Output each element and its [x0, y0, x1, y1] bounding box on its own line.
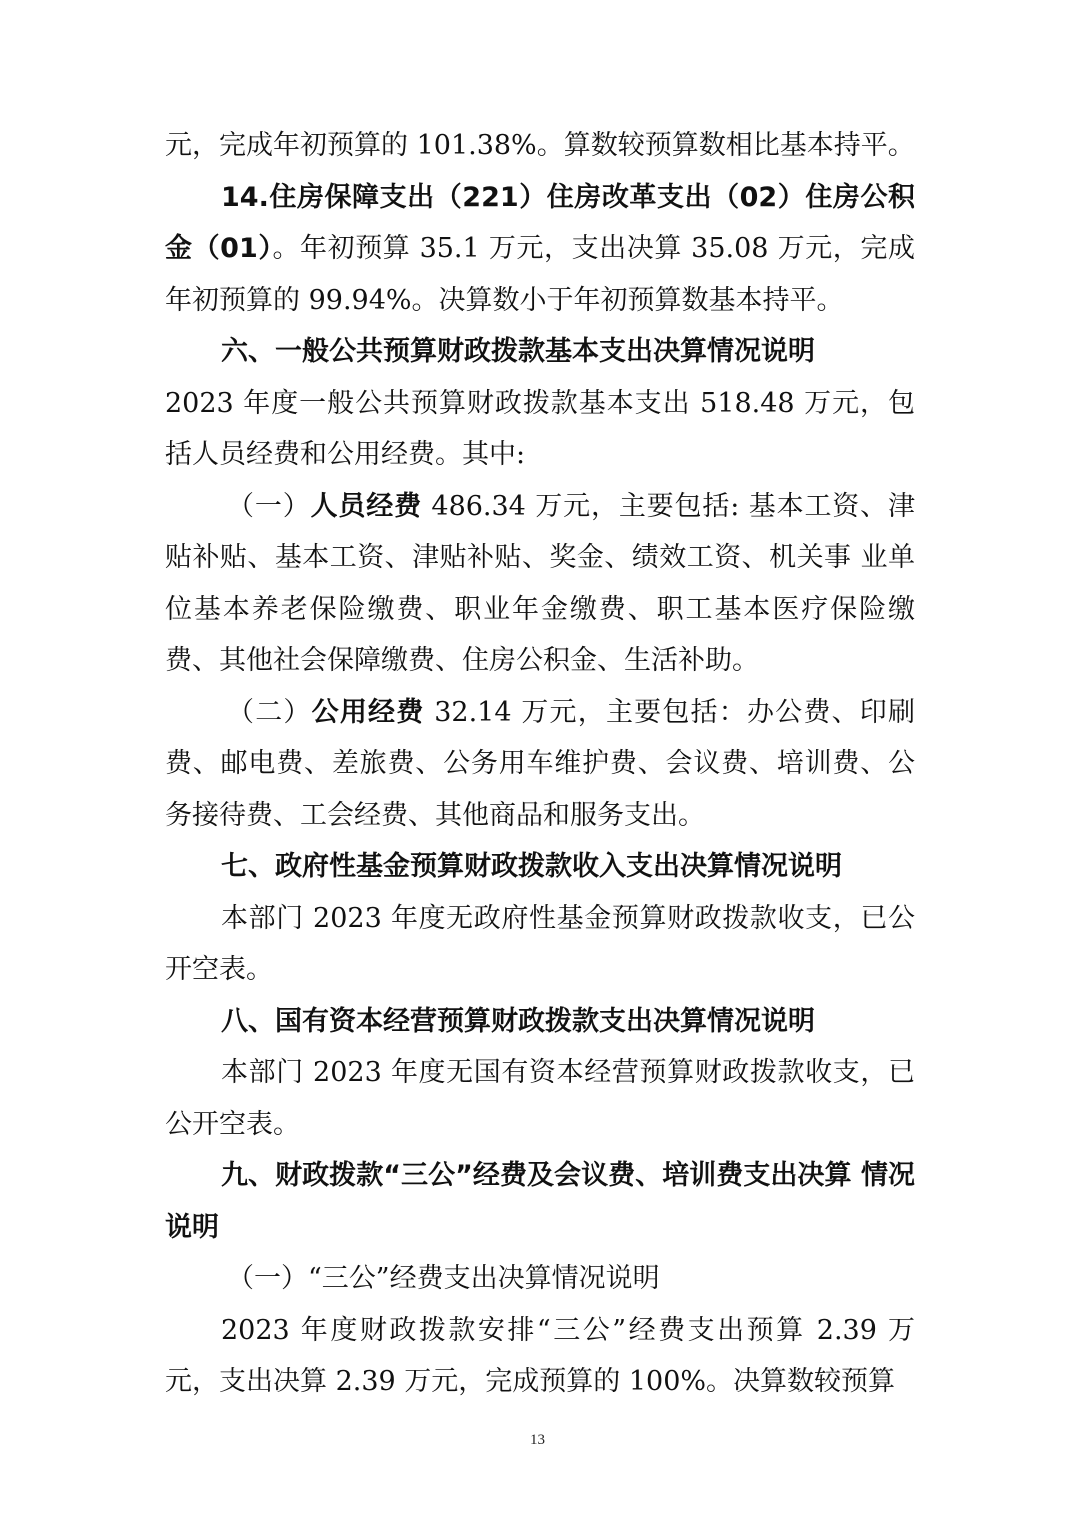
- public-expense-prefix: （二）: [227, 696, 312, 728]
- public-expense-text: 32.14 万元，主要包括：办公费、印刷费、邮电费、差旅费、公务用车维护费、会议费、培训费、公务接待费、工会经费、其他商品和服务支出。: [165, 696, 916, 831]
- paragraph-housing-fund: [165, 172, 915, 327]
- personnel-expense-prefix: （一）: [227, 490, 311, 522]
- housing-fund-item-title: 14.住房保障支出（221）住房改革支出（02）住房公积金（01）: [165, 181, 915, 264]
- subheading-three-public-expenses: （一）“三公”经费支出决算情况说明: [227, 1263, 660, 1294]
- section-heading-7: 七、政府性基金预算财政拨款收入支出决算情况说明: [221, 851, 842, 882]
- personnel-expense-text: 486.34 万元，主要包括: 基本工资、津贴补贴、基本工资、津贴补贴、奖金、绩效工资、机关事 业单位基本养老保险缴费、职业年金缴费、职工基本医疗保险缴费、其他社会保障缴费、住房公积金、生活补助。: [165, 490, 916, 676]
- paragraph-three-public-budget: 2023 年度财政拨款安排“三公”经费支出预算 2.39 万元，支出决算 2.39 万元，完成预算的 100%。决算数较预算: [165, 1314, 915, 1397]
- page-number: 13: [530, 1432, 545, 1448]
- paragraph-state-capital: 本部门 2023 年度无国有资本经营预算财政拨款收支，已公开空表。: [165, 1057, 915, 1140]
- document-body: [165, 120, 915, 1408]
- section-heading-6: 六、一般公共预算财政拨款基本支出决算情况说明: [221, 336, 815, 367]
- paragraph-budget-completion: 元，完成年初预算的 101.38%。算数较预算数相比基本持平。: [165, 130, 915, 161]
- housing-fund-item-text: 。年初预算 35.1 万元，支出决算 35.08 万元，完成年初预算的 99.94%。决算数小于年初预算数基本持平。: [165, 233, 915, 316]
- section-heading-9: 九、财政拨款“三公”经费及会议费、培训费支出决算 情况说明: [165, 1160, 915, 1243]
- paragraph-government-fund: 本部门 2023 年度无政府性基金预算财政拨款收支，已公开空表。: [165, 902, 915, 985]
- public-expense-title: 公用经费: [311, 696, 425, 728]
- paragraph-personnel-expense: [165, 481, 915, 687]
- personnel-expense-title: 人员经费: [310, 490, 422, 522]
- paragraph-public-expense: [165, 687, 915, 842]
- section-heading-8: 八、国有资本经营预算财政拨款支出决算情况说明: [221, 1005, 815, 1037]
- paragraph-basic-expenditure: 2023 年度一般公共预算财政拨款基本支出 518.48 万元，包括人员经费和公用经费。其中:: [165, 387, 915, 470]
